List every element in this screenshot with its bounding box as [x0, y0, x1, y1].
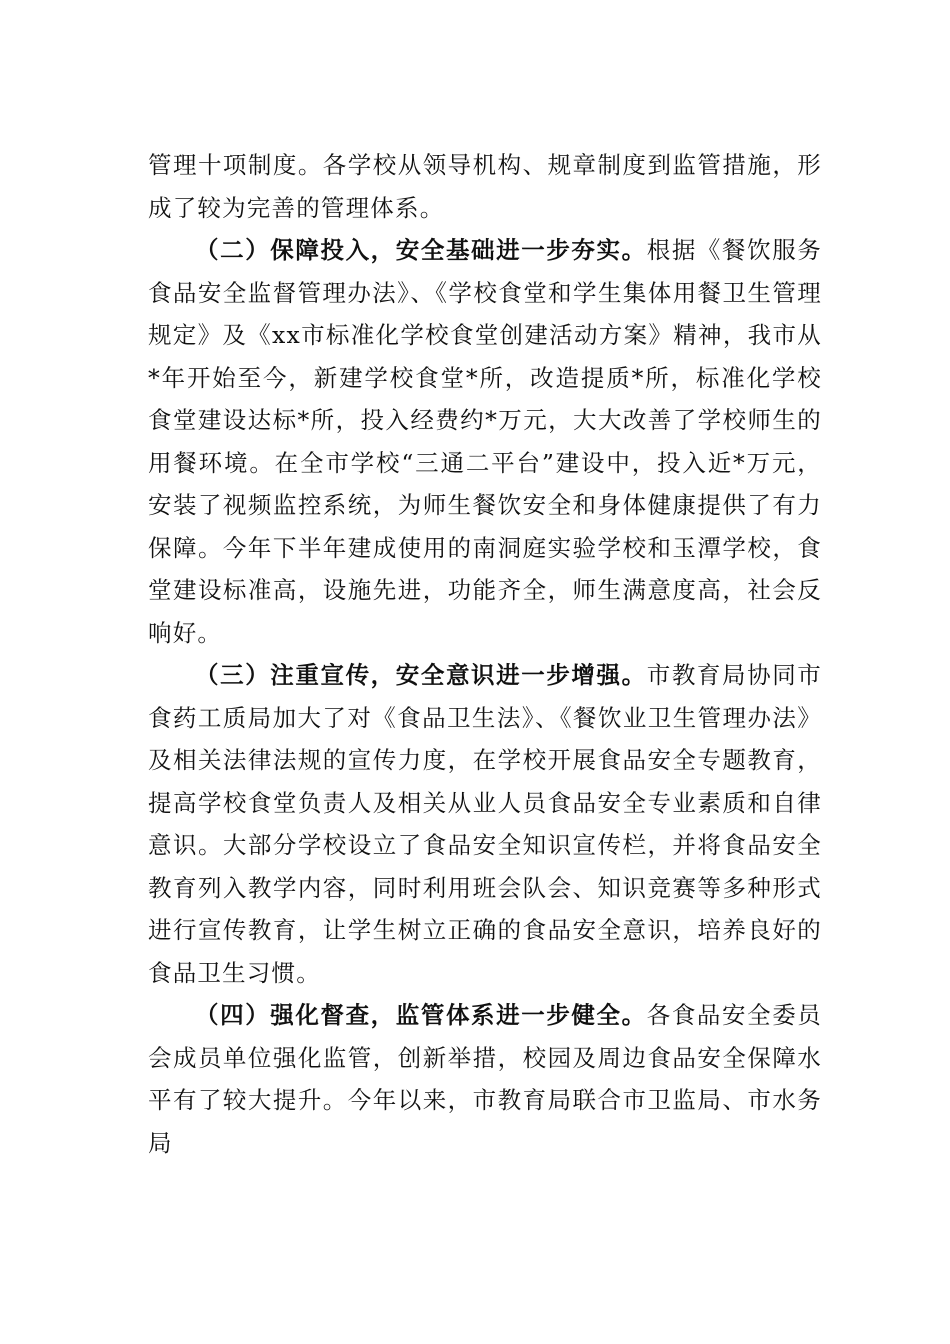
paragraph-text: 各食品安全委员会成员单位强化监管，创新举措，校园及周边食品安全保障水平有了较大提升。今年以来，市教育局联合市卫监局、市水务局 — [148, 1001, 822, 1157]
paragraph-text: 市教育局协同市食药工质局加大了对《食品卫生法》、《餐饮业卫生管理办法》及相关法律法规的宣传力度，在学校开展食品安全专题教育，提高学校食堂负责人及相关从业人员食品安全专业素质和自律意识。大部分学校设立了食品安全知识宣传栏，并将食品安全教育列入教学内容，同时利用班会队会、知识竞赛等多种形式进行宣传教育，让学生树立正确的食品安全意识，培养良好的食品卫生习惯。 — [148, 661, 822, 987]
section-heading: （二）保障投入，安全基础进一步夯实。 — [195, 236, 647, 264]
paragraph-section-2 — [148, 229, 822, 654]
paragraph-section-4 — [148, 994, 822, 1164]
section-heading: （四）强化督查，监管体系进一步健全。 — [195, 1001, 647, 1029]
section-heading: （三）注重宣传，安全意识进一步增强。 — [195, 661, 647, 689]
paragraph-text: 根据《餐饮服务食品安全监督管理办法》、《学校食堂和学生集体用餐卫生管理规定》及《xx市标准化学校食堂创建活动方案》精神，我市从*年开始至今，新建学校食堂*所，改造提质*所，标准化学校食堂建设达标*所，投入经费约*万元，大大改善了学校师生的用餐环境。在全市学校“三通二平台”建设中，投入近*万元，安装了视频监控系统，为师生餐饮安全和身体健康提供了有力保障。今年下半年建成使用的南洞庭实验学校和玉潭学校，食堂建设标准高，设施先进，功能齐全，师生满意度高，社会反响好。 — [148, 236, 822, 647]
paragraph-continuation — [148, 144, 822, 229]
paragraph-section-3 — [148, 654, 822, 994]
paragraph-text: 管理十项制度。各学校从领导机构、规章制度到监管措施，形成了较为完善的管理体系。 — [148, 151, 822, 222]
document-body — [148, 144, 822, 1164]
